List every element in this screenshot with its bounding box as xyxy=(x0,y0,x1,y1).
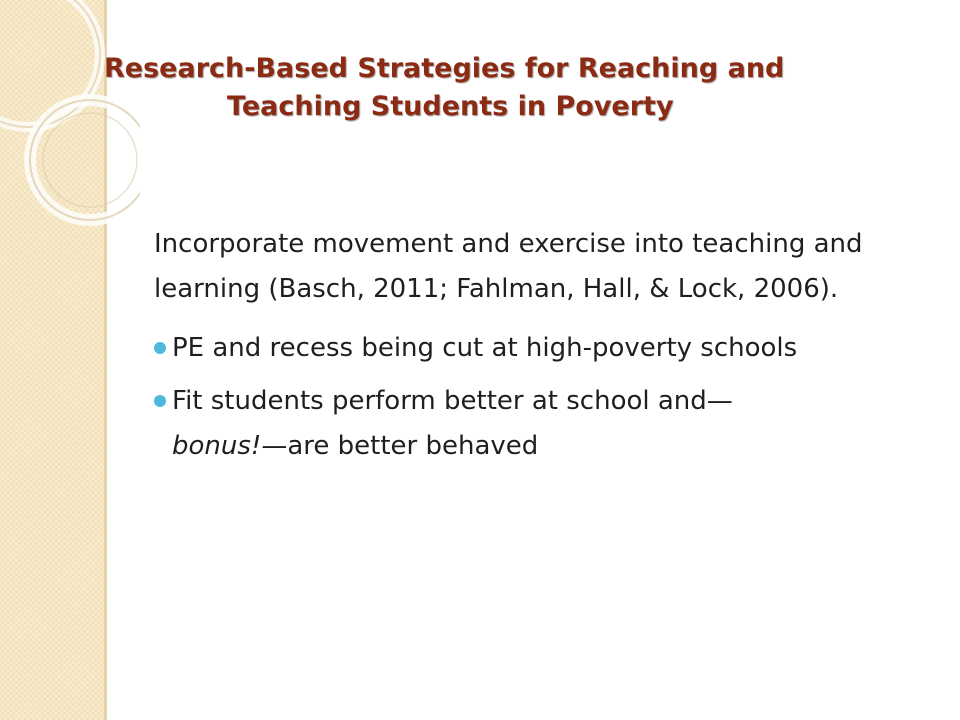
bullet-item xyxy=(154,379,924,469)
bullet-list xyxy=(154,326,924,469)
bullet-dot-icon xyxy=(154,342,166,354)
slide-body xyxy=(154,222,924,477)
bullet-dot-icon xyxy=(154,395,166,407)
bullet-text: PE and recess being cut at high-poverty schools xyxy=(172,333,798,363)
slide-title xyxy=(104,50,824,126)
bullet-item xyxy=(154,326,924,371)
bullet-text-tail: —are better behaved xyxy=(261,431,539,461)
title-line-1: Research-Based Strategies for Reaching and xyxy=(104,53,785,84)
intro-paragraph: Incorporate movement and exercise into teaching and learning (Basch, 2011; Fahlman, Hall, & Lock, 2006). xyxy=(154,229,863,304)
title-line-2: Teaching Students in Poverty xyxy=(227,91,674,122)
bullet-emphasis: bonus! xyxy=(172,431,262,461)
bullet-text: Fit students perform better at school and— xyxy=(172,386,733,416)
